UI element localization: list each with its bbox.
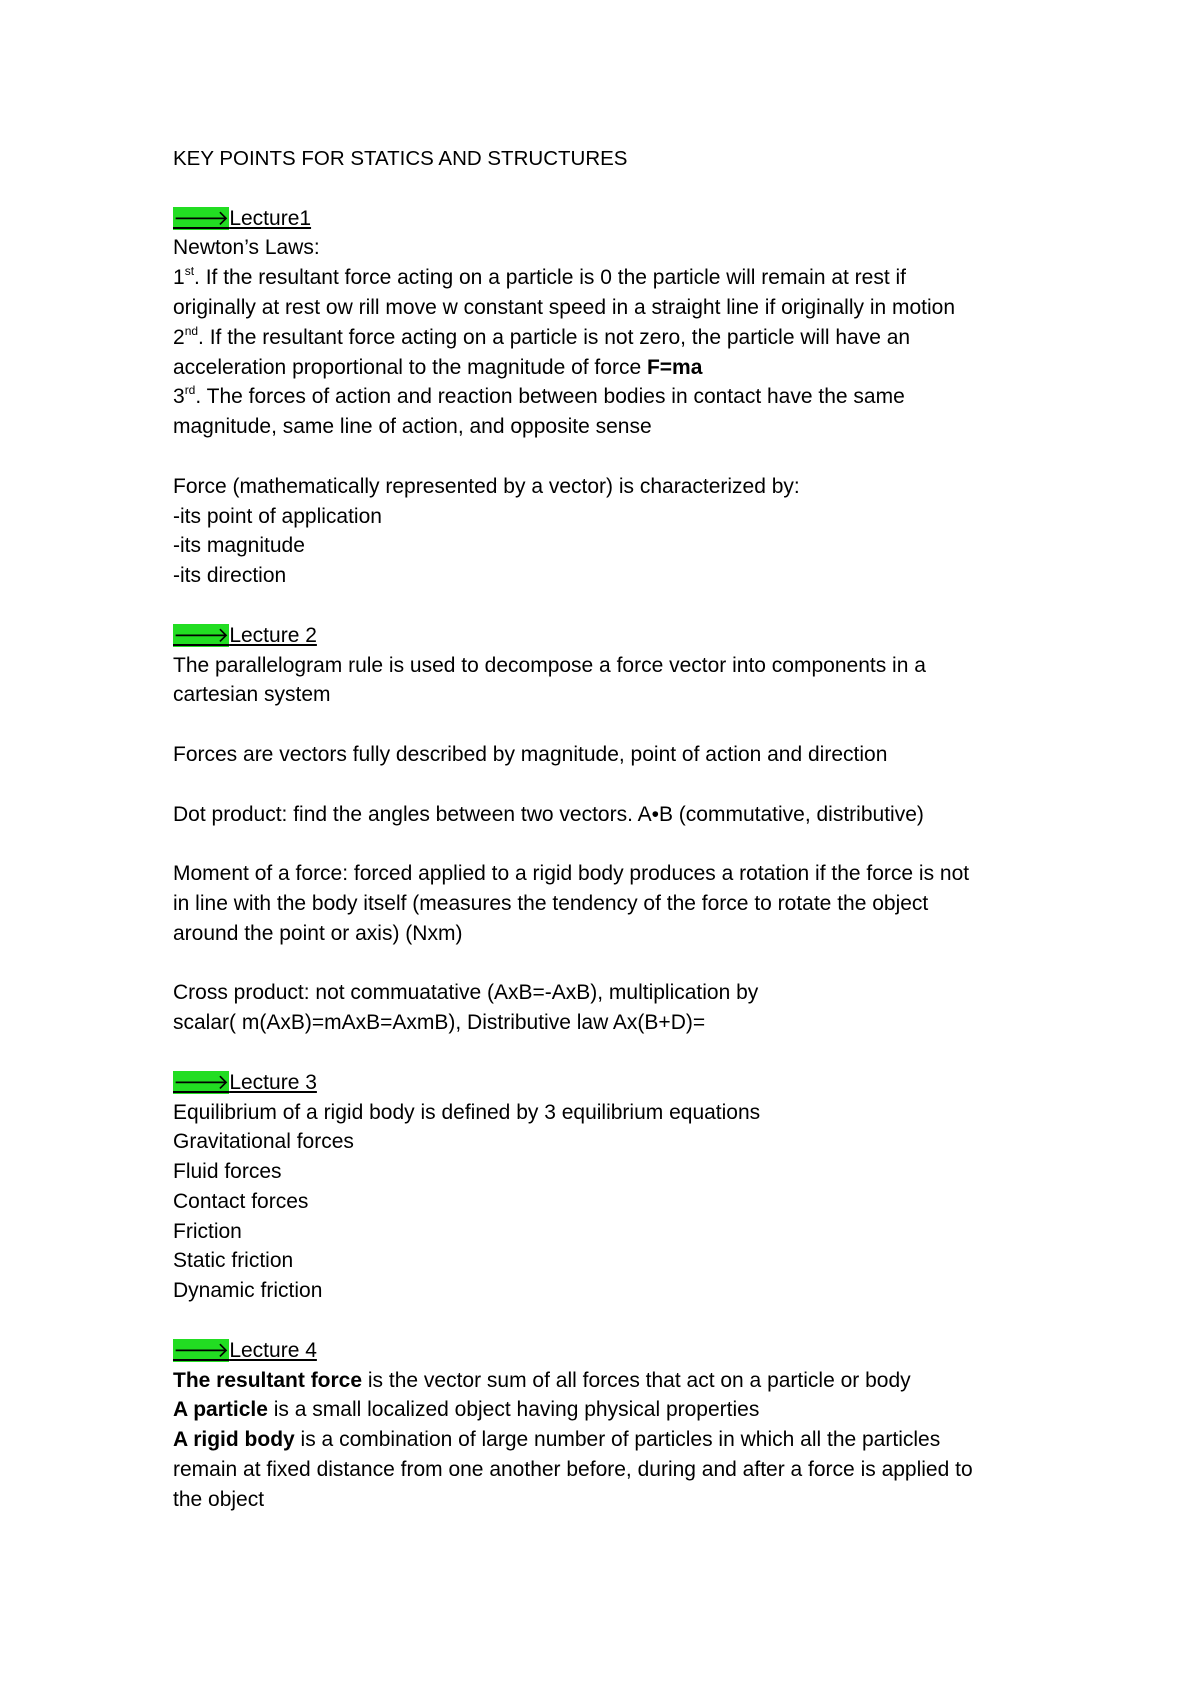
moment-line-b: in line with the body itself (measures the tendency of the force to rotate the object (173, 891, 929, 915)
spacer (173, 174, 1100, 204)
spacer (173, 1306, 1100, 1336)
spacer (173, 1038, 1100, 1068)
spacer (173, 770, 1100, 800)
lecture3-item: Gravitational forces (173, 1130, 354, 1154)
dot-product-line: Dot product: find the angles between two vectors. A•B (commutative, distributive) (173, 802, 924, 826)
lecture3-item: Static friction (173, 1249, 294, 1273)
arrow-right-icon: 🡒 (173, 206, 230, 230)
lecture3-item: Fluid forces (173, 1160, 282, 1184)
law3-line-a: 3rd. The forces of action and reaction between bodies in contact have the same (173, 383, 905, 409)
definition-particle: A particle is a small localized object having physical properties (173, 1398, 760, 1422)
lecture3-item: Friction (173, 1219, 242, 1243)
moment-line-c: around the point or axis) (Nxm) (173, 921, 463, 945)
cross-product-line-b: scalar( m(AxB)=mAxB=AxmB), Distributive law Ax(B+D)= (173, 1011, 706, 1035)
lecture2-heading: 🡒Lecture 2 (173, 623, 317, 647)
arrow-right-icon: 🡒 (173, 1070, 230, 1094)
lecture4-heading: 🡒Lecture 4 (173, 1338, 317, 1362)
parallelogram-line-b: cartesian system (173, 683, 331, 707)
force-intro: Force (mathematically represented by a vector) is characterized by: (173, 474, 800, 498)
spacer (173, 710, 1100, 740)
law3-line-b: magnitude, same line of action, and opposite sense (173, 415, 652, 439)
definition-resultant-force: The resultant force is the vector sum of all forces that act on a particle or body (173, 1368, 911, 1392)
definition-rigid-body-a: A rigid body is a combination of large number of particles in which all the particles (173, 1428, 941, 1452)
law2-line-b: acceleration proportional to the magnitude of force F=ma (173, 355, 703, 379)
cross-product-line-a: Cross product: not commuatative (AxB=-AxB), multiplication by (173, 981, 759, 1005)
spacer (173, 949, 1100, 979)
parallelogram-line-a: The parallelogram rule is used to decompose a force vector into components in a (173, 653, 926, 677)
lecture3-item: Dynamic friction (173, 1279, 323, 1303)
page-title: KEY POINTS FOR STATICS AND STRUCTURES (173, 147, 628, 170)
forces-vectors-line: Forces are vectors fully described by magnitude, point of action and direction (173, 742, 888, 766)
law2-line-a: 2nd. If the resultant force acting on a particle is not zero, the particle will have an (173, 323, 911, 349)
spacer (173, 829, 1100, 859)
force-item: -its magnitude (173, 534, 305, 558)
law1-line-a: 1st. If the resultant force acting on a particle is 0 the particle will remain at rest if (173, 264, 907, 290)
moment-line-a: Moment of a force: forced applied to a rigid body produces a rotation if the force is not (173, 862, 970, 886)
lecture3-item: Contact forces (173, 1189, 309, 1213)
lecture3-heading: 🡒Lecture 3 (173, 1070, 317, 1094)
lecture3-item: Equilibrium of a rigid body is defined by 3 equilibrium equations (173, 1100, 761, 1124)
law1-line-b: originally at rest ow rill move w constant speed in a straight line if originally in motion (173, 295, 956, 319)
arrow-right-icon: 🡒 (173, 1338, 230, 1362)
definition-rigid-body-b: remain at fixed distance from one another before, during and after a force is applied to (173, 1458, 973, 1482)
lecture1-heading: 🡒Lecture1 (173, 206, 312, 230)
arrow-right-icon: 🡒 (173, 623, 230, 647)
force-item: -its direction (173, 564, 287, 588)
law2-formula: F=ma (646, 355, 703, 379)
spacer (173, 442, 1100, 472)
definition-rigid-body-c: the object (173, 1487, 265, 1511)
newton-heading: Newton’s Laws: (173, 236, 320, 260)
force-item: -its point of application (173, 504, 382, 528)
spacer (173, 591, 1100, 621)
